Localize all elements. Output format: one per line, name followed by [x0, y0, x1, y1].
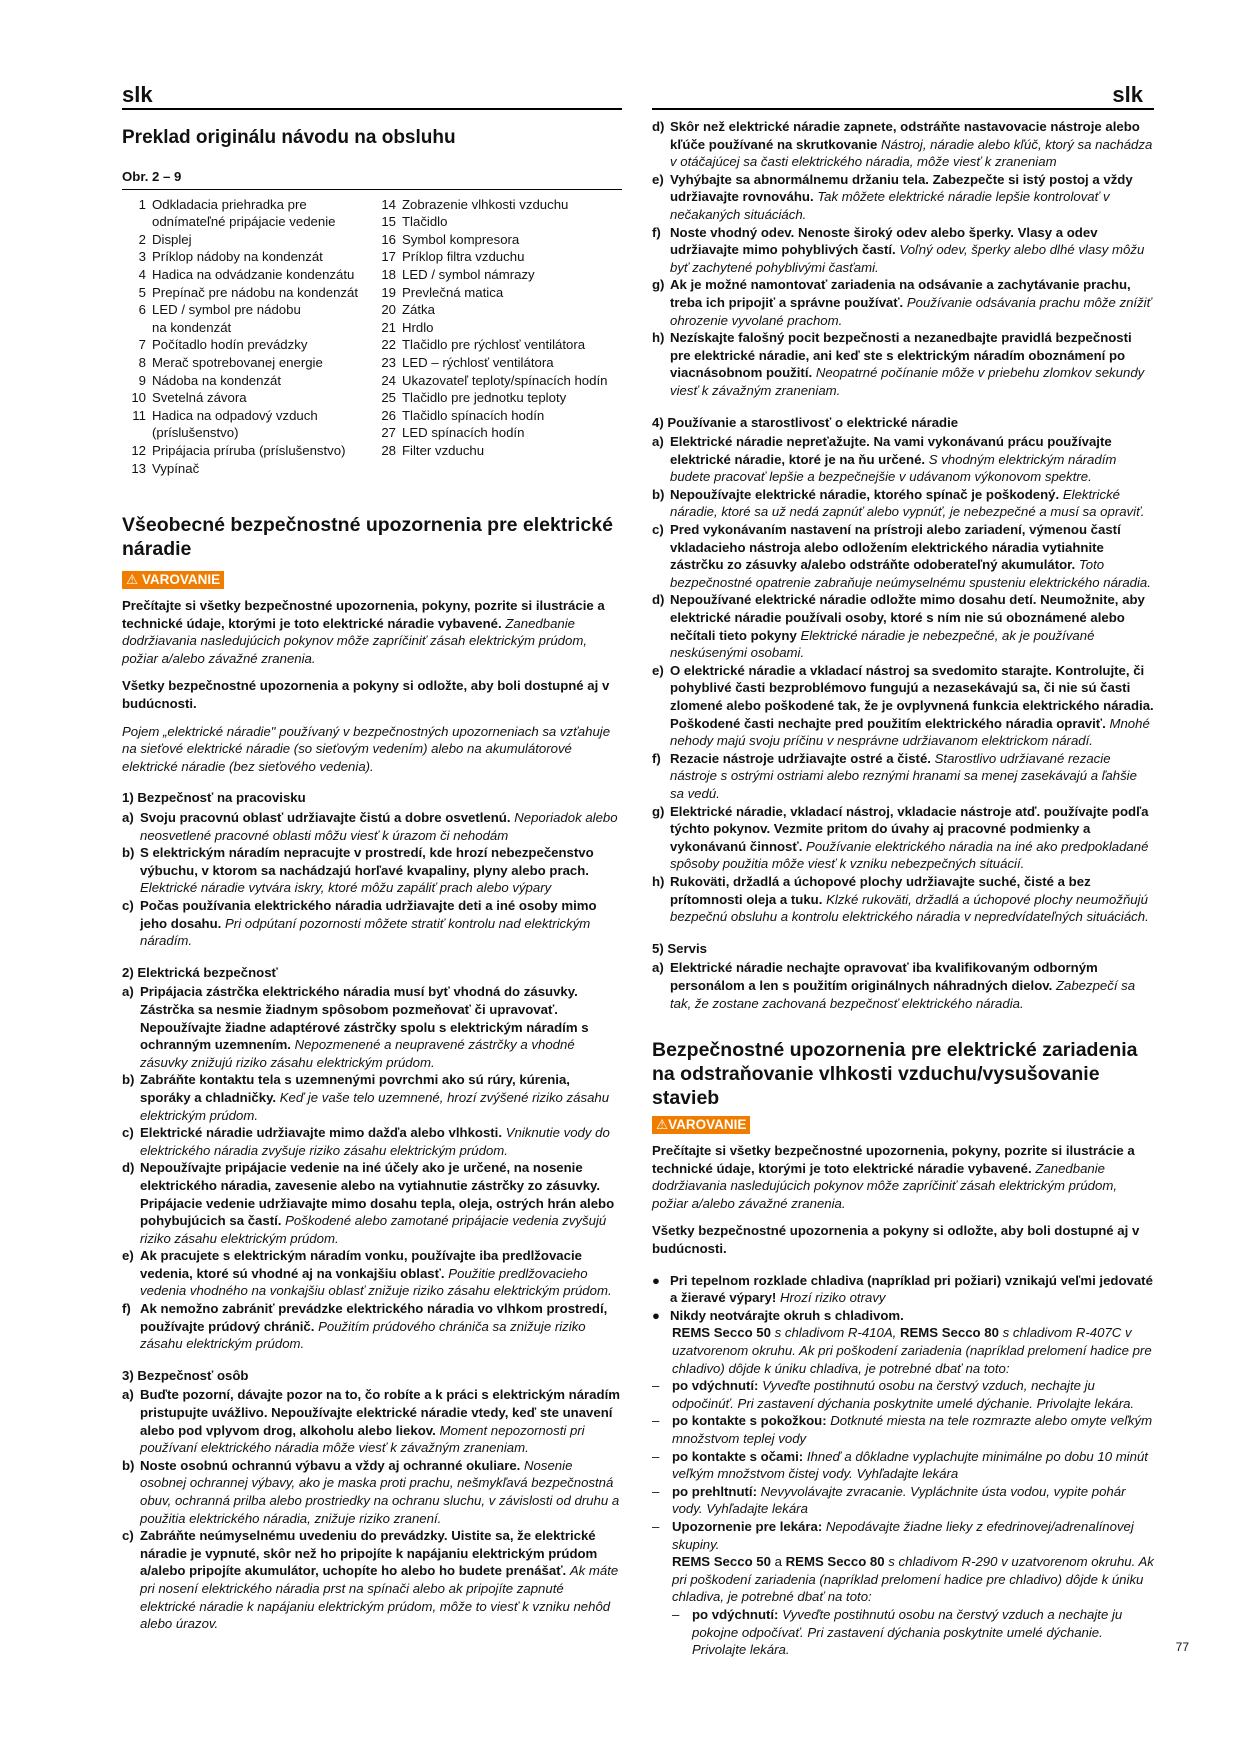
legend-item: [122, 460, 372, 478]
legend-text: Nádoba na kondenzát: [152, 372, 282, 388]
legend-text: Svetelná závora: [152, 390, 247, 406]
legend-text: Príklop nádoby na kondenzát: [152, 249, 323, 265]
list-item: b) Zabráňte kontaktu tela s uzemnenými povrchmi ako sú rúry, kúrenia, sporáky a chladničky. Keď je vaše telo uzemnené, hrozí zvýšené riziko zásahu elektrickým prúdom.: [122, 1072, 610, 1123]
figure-legend: [122, 196, 622, 478]
dehumidifier-safety-title: Bezpečnostné upozornenia pre elektrické zariadenia na odstraňovanie vlhkosti vzduchu/vysušovanie stavieb: [652, 1039, 1138, 1110]
figure-rule: [122, 189, 622, 190]
legend-text: Ukazovateľ teploty/spínacích hodín: [402, 372, 608, 388]
legend-item: [122, 301, 372, 319]
legend-item: [372, 213, 622, 231]
list-item: d) Nepoužívané elektrické náradie odložte mimo dosahu detí. Neumožnite, aby elektrické náradie používali osoby, ktoré s ním nie sú oboznámené alebo nečítali tieto pokyny Elektrické náradie je nebezpečné, ak je používané neskúsenými osobami.: [652, 592, 1145, 661]
list-item: ● Nikdy neotvárajte okruh s chladivom.: [652, 1307, 904, 1323]
section-heading: 5) Servis: [652, 940, 707, 956]
legend-number: 16: [381, 231, 396, 247]
legend-text: (príslušenstvo): [152, 425, 239, 441]
legend-item: [372, 248, 622, 266]
list-item: g) Ak je možné namontovať zariadenia na odsávanie a zachytávanie prachu, treba ich pripojiť a správne používať. Používanie odsávania prachu môže znížiť ohrozenie vyvolané prachom.: [652, 277, 1152, 328]
legend-item: [122, 389, 372, 407]
legend-text: Počítadlo hodín prevádzky: [152, 337, 308, 353]
header-rule-right: [652, 108, 1154, 110]
list-item: f) Rezacie nástroje udržiavajte ostré a čisté. Starostlivo udržiavané rezacie nástroje s ostrými ostriami alebo reznými hranami sa menej zasekávajú a ľahšie sa vedú.: [652, 750, 1137, 801]
legend-item: [372, 336, 622, 354]
right-column: [652, 118, 1154, 1659]
list-item: – po vdýchnutí: Vyveďte postihnutú osobu na čerstvý vzduch, nechajte ju odpočinúť. Pri zastavení dýchania poskytnite umelé dýchanie. Privolajte lekára.: [652, 1378, 1135, 1411]
section-heading: 3) Bezpečnosť osôb: [122, 1367, 249, 1383]
page-title: Preklad originálu návodu na obsluhu: [122, 127, 456, 148]
list-item: – Upozornenie pre lekára: Nepodávajte žiadne lieky z efedrinovej/adrenalínovej skupiny.: [652, 1518, 1134, 1552]
list-item: – po vdýchnutí: Vyveďte postihnutú osobu na čerstvý vzduch a nechajte ju pokojne odpočívať. Pri zastavení dýchania poskytnite umelé dýchanie. Privolajte lekára.: [672, 1606, 1123, 1658]
legend-item: [122, 196, 372, 214]
legend-number: 1: [138, 196, 146, 212]
list-item: e) Vyhýbajte sa abnormálnemu držaniu tela. Zabezpečte si istý postoj a vždy udržiavajte rovnováhu. Tak môžete elektrické náradie lepšie kontrolovať v nečakaných situáciách.: [652, 171, 1133, 222]
section-heading: 1) Bezpečnosť na pracovisku: [122, 790, 306, 806]
legend-number: 27: [381, 425, 396, 441]
legend-number: 26: [381, 407, 396, 423]
list-item: g) Elektrické náradie, vkladací nástroj, vkladacie nástroje atď. používajte podľa týchto pokynov. Vezmite pritom do úvahy aj pracovné podmienky a vykonávanú činnosť. Používanie elektrického náradia na iné ako predpokladané spôsoby použitia môže viesť k vzniku nebezpečných situácií.: [652, 803, 1149, 872]
list-item: c) Zabráňte neúmyselnému uvedeniu do prevádzky. Uistite sa, že elektrické náradie je vypnuté, skôr než ho pripojíte k napájaniu elektrickým prúdom a/alebo pripojíte akumulátor, uchopíte ho alebo ho budete prenášať. Ak máte pri nosení elektrického náradia prst na spínači alebo ak pripojíte zapnuté elektrické náradie k napájaniu elektrickým prúdom, môže to viesť k vzniku nehôd alebo úrazov.: [122, 1528, 619, 1632]
keep-instructions: Všetky bezpečnostné upozornenia a pokyny si odložte, aby boli dostupné aj v budúcnosti.: [122, 678, 610, 712]
legend-text: Pripájacia príruba (príslušenstvo): [152, 442, 346, 458]
list-item: e) Ak pracujete s elektrickým náradím vonku, používajte iba predlžovacie vedenia, ktoré sú vhodné aj na vonkajšiu oblasť. Použitie predlžovacieho vedenia vhodného na vonkajšiu oblasť znižuje riziko zásahu elektrickým prúdom.: [122, 1248, 612, 1299]
list-item: a) Pripájacia zástrčka elektrického náradia musí byť vhodná do zásuvky. Zástrčka sa nesmie žiadnym spôsobom pozmeňovať či upravovať. Nepoužívajte žiadne adaptérové zástrčky spolu s elektrickým náradím s ochranným uzemnením. Nepozmenené a neupravené zástrčky a vhodné zásuvky znižujú riziko zásahu elektrickým prúdom.: [122, 984, 589, 1070]
legend-number: 15: [381, 214, 396, 230]
legend-item: [372, 389, 622, 407]
legend-column-1: [122, 196, 372, 478]
warning-badge: ⚠VAROVANIE: [652, 1116, 750, 1134]
legend-number: 4: [138, 266, 146, 282]
list-item: d) Nepoužívajte pripájacie vedenie na iné účely ako je určené, na nosenie elektrického náradia, zavesenie alebo na vytiahnutie zástrčky zo zásuvky. Pripájacie vedenie udržiavajte mimo dosahu tepla, oleja, ostrých hrán alebo pohybujúcich sa častí. Poškodené alebo zamotané pripájacie vedenia zvyšujú riziko zásahu elektrickým prúdom.: [122, 1160, 615, 1246]
term-definition: Pojem „elektrické náradie" používaný v bezpečnostných upozorneniach sa vzťahuje na sieťové elektrické náradie (so sieťovým vedením) alebo na akumulátorové elektrické náradie (bez sieťového vedenia).: [122, 723, 611, 774]
warning-label: VAROVANIE: [668, 1117, 747, 1133]
legend-item: [372, 231, 622, 249]
legend-item: [372, 284, 622, 302]
keep-instructions: Všetky bezpečnostné upozornenia a pokyny si odložte, aby boli dostupné aj v budúcnosti.: [652, 1223, 1140, 1257]
legend-number: 9: [138, 372, 146, 388]
legend-item: [372, 266, 622, 284]
legend-text: Vypínač: [152, 460, 200, 476]
list-item: c) Elektrické náradie udržiavajte mimo dažďa alebo vlhkosti. Vniknutie vody do elektrického náradia zvyšuje riziko zásahu elektrickým prúdom.: [122, 1125, 610, 1158]
legend-text: Tlačidlo pre rýchlosť ventilátora: [402, 337, 586, 353]
legend-item: [372, 407, 622, 425]
legend-item: [122, 442, 372, 460]
section-heading: 4) Používanie a starostlivosť o elektrické náradie: [652, 414, 959, 430]
list-item: ● Pri tepelnom rozklade chladiva (napríklad pri požiari) vznikajú veľmi jedovaté a žieravé výpary! Hrozí riziko otravy: [652, 1272, 1153, 1306]
list-item: f) Noste vhodný odev. Nenoste široký odev alebo šperky. Vlasy a odev udržiavajte mimo pohyblivých častí. Voľný odev, šperky alebo dlhé vlasy môžu byť zachytené pohyblivými časťami.: [652, 224, 1145, 275]
language-label-right: slk: [1112, 82, 1143, 107]
legend-number: 28: [381, 442, 396, 458]
intro-paragraph: Prečítajte si všetky bezpečnostné upozornenia, pokyny, pozrite si ilustrácie a technické údaje, ktorými je toto elektrické náradie vybavené. Zanedbanie dodržiavania nasledujúcich pokynov môže zapríčiniť zásah elektrickým prúdom, požiar a/alebo závažné zranenia.: [652, 1143, 1135, 1211]
refrigerant-note: REMS Secco 50 s chladivom R-410A, REMS Secco 80 s chladivom R-407C v uzatvorenom okruhu. Ak pri poškodení zariadenia (napríklad prelomení hadice pre chladivo) dôjde k úniku chladiva, je potrebné dbať na toto:: [672, 1325, 1152, 1376]
page-number: 77: [1175, 1640, 1189, 1654]
legend-text: LED spínacích hodín: [402, 425, 525, 441]
legend-text: Zátka: [402, 302, 435, 318]
legend-text: Prepínač pre nádobu na kondenzát: [152, 284, 359, 300]
list-item: h) Nezískajte falošný pocit bezpečnosti a nezanedbajte pravidlá bezpečnosti pre elektrické náradie, ani keď ste s elektrickým náradím oboznámení po viacnásobnom použití. Neopatrné počínanie môže v priebehu zlomkov sekundy viesť k závažným zraneniam.: [652, 330, 1145, 398]
legend-item: [372, 442, 622, 460]
figure-label: Obr. 2 – 9: [122, 169, 182, 184]
list-item: b) S elektrickým náradím nepracujte v prostredí, kde hrozí nebezpečenstvo výbuchu, v ktorom sa nachádzajú horľavé kvapaliny, plyny alebo prach. Elektrické náradie vytvára iskry, ktoré môžu zapáliť prach alebo výpary: [122, 845, 594, 896]
legend-text: Symbol kompresora: [402, 231, 520, 247]
list-item: a) Elektrické náradie nechajte opravovať iba kvalifikovaným odborným personálom a len s použitím originálnych náhradných dielov. Zabezpečí sa tak, že zostane zachovaná bezpečnosť elektrického náradia.: [652, 960, 1136, 1011]
list-item: a) Elektrické náradie nepreťažujte. Na vami vykonávanú prácu používajte elektrické náradie, ktoré je na ňu určené. S vhodným elektrickým náradím budete pracovať lepšie a bezpečnejšie v udávanom výkonovom spektre.: [652, 434, 1117, 485]
legend-text: odnímateľné pripájacie vedenie: [152, 214, 336, 230]
legend-number: 3: [138, 249, 146, 265]
legend-item: [372, 301, 622, 319]
legend-text: Zobrazenie vlhkosti vzduchu: [402, 196, 569, 212]
legend-item: [122, 213, 372, 231]
legend-text: Tlačidlo spínacích hodín: [402, 407, 545, 423]
list-item: d) Skôr než elektrické náradie zapnete, odstráňte nastavovacie nástroje alebo kľúče používané na skrutkovanie Nástroj, náradie alebo kľúč, ktorý sa nachádza v otáčajúcej sa časti elektrického náradia, môže viesť k zraneniam: [652, 119, 1153, 170]
legend-text: Hadica na odvádzanie kondenzátu: [152, 266, 355, 282]
legend-number: [122, 213, 152, 231]
legend-text: Prevlečná matica: [402, 284, 504, 300]
legend-item: [372, 424, 622, 442]
language-label-left: slk: [122, 82, 153, 107]
legend-text: Merač spotrebovanej energie: [152, 354, 323, 370]
legend-number: 2: [138, 231, 146, 247]
legend-number: 21: [381, 319, 396, 335]
legend-number: 11: [132, 407, 146, 423]
legend-item: [372, 196, 622, 214]
legend-number: 23: [381, 354, 396, 370]
legend-number: 18: [381, 266, 396, 282]
legend-item: [122, 336, 372, 354]
legend-number: 5: [138, 284, 146, 300]
legend-number: 7: [138, 337, 146, 353]
list-item: f) Ak nemožno zabrániť prevádzke elektrického náradia vo vlhkom prostredí, používajte prúdový chránič. Použitím prúdového chrániča sa znižuje riziko zásahu elektrickým prúdom.: [122, 1301, 608, 1352]
legend-number: 10: [131, 390, 146, 406]
legend-item: [122, 248, 372, 266]
list-item: – po prehltnutí: Nevyvolávajte zvracanie. Vypláchnite ústa vodou, vypite pohár vody. Vyhľadajte lekára: [652, 1483, 1126, 1517]
legend-number: 20: [381, 302, 396, 318]
list-item: a) Svoju pracovnú oblasť udržiavajte čistú a dobre osvetlenú. Neporiadok alebo neosvetlené pracovné oblasti môžu viesť k úrazom či nehodám: [122, 810, 618, 843]
legend-number: 6: [138, 302, 146, 318]
legend-number: 22: [381, 337, 396, 353]
list-item: – po kontakte s očami: Ihneď a dôkladne vyplachujte minimálne po dobu 10 minút veľkým množstvom čistej vody. Vyhľadajte lekára: [652, 1448, 1148, 1482]
legend-number: 14: [381, 196, 396, 212]
list-item: c) Počas používania elektrického náradia udržiavajte deti a iné osoby mimo jeho dosahu. Pri odpútaní pozornosti môžete stratiť kontrolu nad elektrickým náradím.: [122, 898, 597, 949]
legend-item: [122, 231, 372, 249]
legend-item: [122, 407, 372, 425]
legend-item: [122, 424, 372, 442]
legend-item: [122, 266, 372, 284]
legend-item: [372, 319, 622, 337]
legend-text: LED / symbol námrazy: [402, 266, 535, 282]
legend-number: 24: [381, 372, 396, 388]
legend-number: 12: [131, 442, 146, 458]
list-item: – po kontakte s pokožkou: Dotknuté miesta na tele rozmrazte alebo omyte veľkým množstvom teplej vody: [652, 1413, 1153, 1446]
legend-text: na kondenzát: [152, 319, 232, 335]
legend-number: 19: [381, 284, 396, 300]
legend-number: [122, 424, 152, 442]
legend-item: [122, 319, 372, 337]
intro-paragraph: Prečítajte si všetky bezpečnostné upozornenia, pokyny, pozrite si ilustrácie a technické údaje, ktorými je toto elektrické náradie vybavené. Zanedbanie dodržiavania nasledujúcich pokynov môže zapríčiniť zásah elektrickým prúdom, požiar a/alebo závažné zranenia.: [122, 598, 605, 666]
refrigerant-note: REMS Secco 50 a REMS Secco 80 s chladivom R-290 v uzatvorenom okruhu. Ak pri poškodení zariadenia (napríklad prelomení hadice pre chladivo) dôjde k úniku chladiva, je potrebné dbať na toto:: [672, 1554, 1154, 1605]
legend-item: [122, 354, 372, 372]
legend-text: LED / symbol pre nádobu: [152, 302, 301, 318]
list-item: c) Pred vykonávaním nastavení na prístroji alebo zariadení, výmenou častí vkladacieho nástroja alebo odložením elektrického náradia vytiahnite zástrčku zo zásuvky a/alebo odstráňte odoberateľný akumulátor. Toto bezpečnostné opatrenie zabraňuje neúmyselnému spusteniu elektrického náradia.: [652, 522, 1151, 590]
legend-number: 13: [131, 460, 146, 476]
legend-number: 8: [138, 354, 146, 370]
legend-column-2: [372, 196, 622, 478]
legend-number: 17: [381, 249, 396, 265]
section-heading: 2) Elektrická bezpečnosť: [122, 964, 278, 980]
legend-text: Tlačidlo: [402, 214, 448, 230]
legend-number: 25: [381, 390, 396, 406]
legend-number: [122, 319, 152, 337]
legend-text: Filter vzduchu: [402, 442, 485, 458]
header-rule-left: [122, 108, 622, 110]
left-column: [122, 118, 622, 1633]
legend-text: Hrdlo: [402, 319, 434, 335]
legend-text: Príklop filtra vzduchu: [402, 249, 525, 265]
list-item: h) Rukoväti, držadlá a úchopové plochy udržiavajte suché, čisté a bez prítomnosti oleja a tuku. Klzké rukoväti, držadlá a úchopové plochy neumožňujú bezpečnú obsluhu a kontrolu elektrického náradia v nepredvídateľných situáciách.: [652, 873, 1149, 925]
list-item: b) Noste osobnú ochrannú výbavu a vždy aj ochranné okuliare. Nosenie osobnej ochrannej výbavy, ako je maska proti prachu, nešmykľavá bezpečnostná obuv, ochranná prilba alebo prostriedky na ochranu sluchu, v závislosti od druhu a použitia elektrického náradia, znižuje riziko zranení.: [122, 1457, 620, 1526]
legend-text: Odkladacia priehradka pre: [152, 196, 307, 212]
legend-item: [372, 354, 622, 372]
legend-item: [122, 372, 372, 390]
legend-item: [122, 284, 372, 302]
legend-text: LED – rýchlosť ventilátora: [402, 354, 554, 370]
legend-text: Tlačidlo pre jednotku teploty: [402, 390, 567, 406]
legend-text: Hadica na odpadový vzduch: [152, 407, 318, 423]
list-item: b) Nepoužívajte elektrické náradie, ktorého spínač je poškodený. Elektrické náradie, ktoré sa už nedá zapnúť alebo vypnúť, je nebezpečné a musí sa opraviť.: [652, 486, 1145, 520]
general-safety-title: Všeobecné bezpečnostné upozornenia pre elektrické náradie: [122, 514, 613, 561]
legend-item: [372, 372, 622, 390]
legend-text: Displej: [152, 231, 192, 247]
warning-badge: ⚠ VAROVANIE: [122, 571, 224, 589]
list-item: e) O elektrické náradie a vkladací nástroj sa svedomito starajte. Kontrolujte, či pohyblivé časti bezproblémovo fungujú a nezasekávajú sa, či nie sú časti zlomené alebo poškodené tak, že je ovplyvnená funkcia elektrického náradia. Poškodené časti nechajte pred použitím elektrického náradia opraviť. Mnohé nehody majú svoju príčinu v nesprávne udržiavanom elektrickom náradí.: [652, 662, 1154, 749]
list-item: a) Buďte pozorní, dávajte pozor na to, čo robíte a k práci s elektrickým náradím pristupujte uvážlivo. Nepoužívajte elektrické náradie vtedy, keď ste unavení alebo pod vplyvom drog, alkoholu alebo liekov. Moment nepozornosti pri používaní elektrického náradia môže viesť k závažným zraneniam.: [122, 1387, 620, 1456]
warning-label: VAROVANIE: [141, 572, 221, 588]
